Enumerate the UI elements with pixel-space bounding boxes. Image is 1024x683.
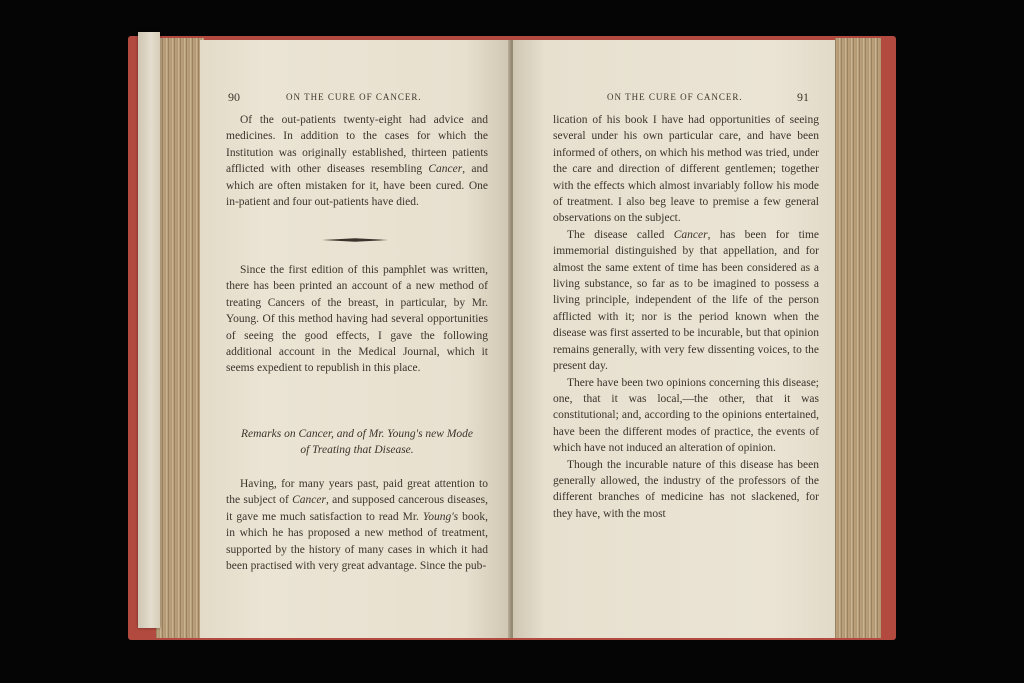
left-page [200, 40, 511, 638]
right-paragraph-1: lication of his book I have had opportunities of seeing several under his own particular care, and have been informed of others, on which his method was tried, under the care and direction of different gentlemen; together with the effects which almost invariably follow his mode of treatment. I also beg leave to premise a few general observations on the subject. [553, 114, 819, 225]
right-page-edges [835, 38, 881, 638]
left-text-block-3 [226, 476, 488, 574]
right-running-head: ON THE CURE OF CANCER. [607, 92, 743, 102]
section-heading-line-1: Remarks on Cancer, and of Mr. Young's new Mode [240, 428, 474, 440]
right-text-block [553, 112, 819, 522]
section-heading-line-2: of Treating that Disease. [300, 444, 414, 457]
right-page [513, 40, 835, 638]
right-paragraph-2: The disease called Cancer, has been for time immemorial distinguished by that appellation, and for almost the same extent of time has been considered as a living substance, so far as to be imagined to possess a living principle, independent of the life of the person afflicted with it; nor is the period known when the disease was first asserted to be incurable, but that opinion remains generally, with very few dissenting voices, to the present day. [553, 228, 820, 373]
right-page-number: 91 [797, 90, 809, 104]
left-running-head: ON THE CURE OF CANCER. [286, 92, 422, 102]
right-paragraph-4: Though the incurable nature of this disease has been generally allowed, the industry of the professors of the different branches of medicine has not slackened, for they have, with the most [553, 458, 819, 520]
left-paragraph-2: Since the first edition of this pamphlet was written, there has been printed an account of a new method of treating Cancers of the breast, in particular, by Mr. Young. Of this method having had several opportunities of seeing the good effects, I gave the following additional account in the Medical Journal, which it seems expedient to republish in this place. [226, 264, 488, 375]
loose-flyleaf [138, 32, 160, 628]
left-paragraph-1: Of the out-patients twenty-eight had advice and medicines. In addition to the cases for which the Institution was originally established, thirteen patients afflicted with other diseases resembling Cancer, and which are often mistaken for it, have been cured. One in-patient and four out-patients have died. [226, 114, 488, 209]
left-text-block-2 [226, 262, 488, 377]
ornamental-rule [322, 238, 388, 242]
left-page-edges [156, 38, 204, 638]
right-paragraph-3: There have been two opinions concerning this disease; one, that it was local,—the other, that it was constitutional; and, according to the opinions entertained, have been the different modes of practice, the events of which have not induced an alteration of opinion. [553, 376, 819, 455]
left-paragraph-3: Having, for many years past, paid great attention to the subject of Cancer, and supposed cancerous diseases, it gave me much satisfaction to read Mr. Young's book, in which he has proposed a new method of treatment, supported by the history of many cases in which it had been practised with very great advantage. Since the pub- [226, 478, 489, 573]
left-page-number: 90 [228, 90, 240, 104]
left-text-block-1 [226, 112, 488, 210]
section-heading [226, 426, 488, 459]
